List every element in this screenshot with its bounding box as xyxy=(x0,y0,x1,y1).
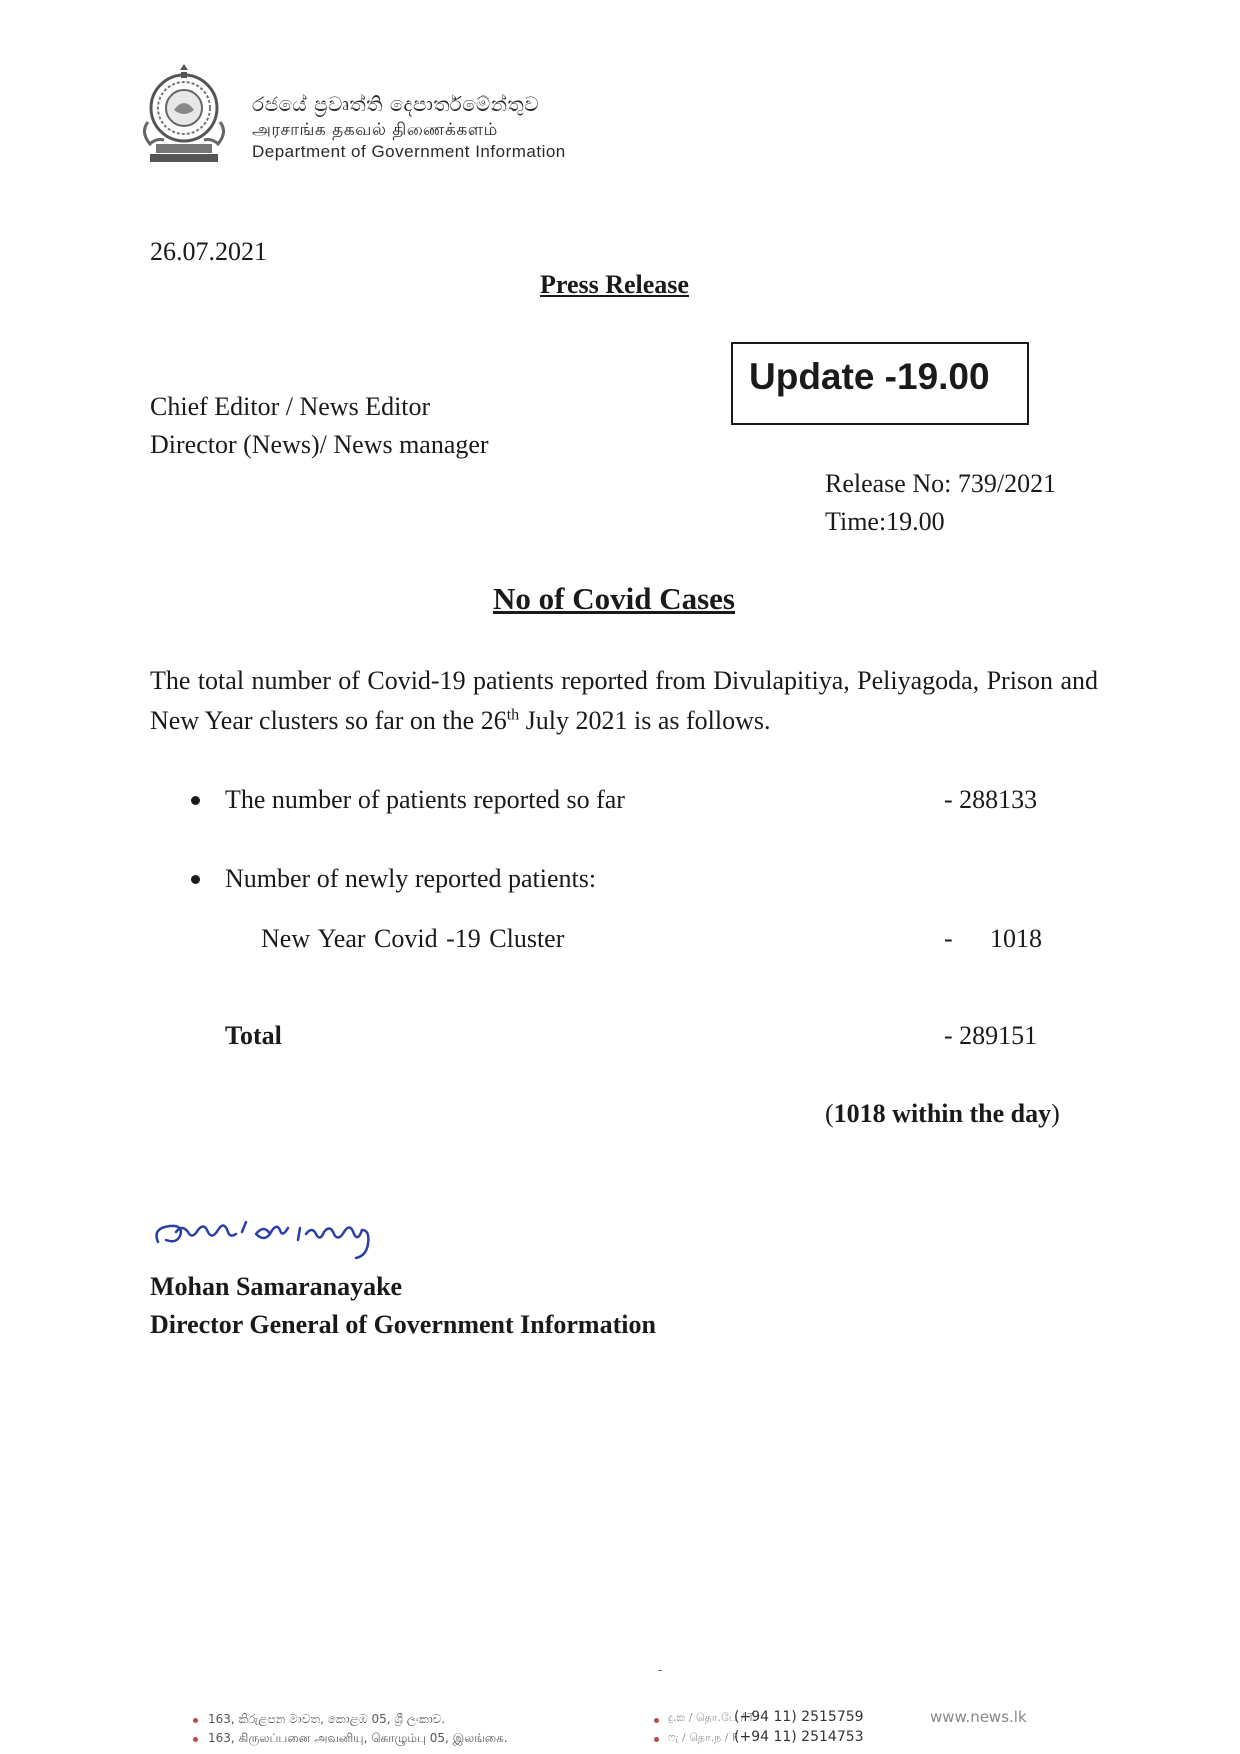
addressee-line: Chief Editor / News Editor xyxy=(150,392,431,421)
within-day-text: 1018 within the day xyxy=(833,1099,1052,1128)
paren-open: ( xyxy=(825,1099,834,1128)
bullet-icon xyxy=(191,796,200,805)
cluster-dash: - xyxy=(944,924,953,953)
footer-fax-label: ෆැ / தொ.ந / F xyxy=(668,1731,739,1744)
footer-marker: - xyxy=(658,1663,663,1677)
paren-close: ) xyxy=(1051,1099,1060,1128)
ordinal-suffix: th xyxy=(506,706,520,724)
addressee-line: Director (News)/ News manager xyxy=(150,430,489,459)
bullet-icon xyxy=(191,875,200,884)
footer-telephone: (+94 11) 2515759 xyxy=(734,1709,864,1725)
section-title: No of Covid Cases xyxy=(493,581,735,616)
cluster-label: New Year Covid -19 Cluster xyxy=(261,924,565,953)
department-name-sinhala: රජයේ ප්‍රවෘත්ති දෙපාර්තමේන්තුව xyxy=(252,92,540,116)
footer-bullet-icon xyxy=(193,1737,198,1742)
total-value: - 289151 xyxy=(944,1021,1038,1050)
newly-reported-label: Number of newly reported patients: xyxy=(225,864,597,893)
department-name-tamil: அரசாங்க தகவல் திணைக்களம் xyxy=(252,120,498,140)
reported-so-far-value: - 288133 xyxy=(944,785,1038,814)
footer-bullet-icon xyxy=(654,1718,659,1723)
footer-fax: (+94 11) 2514753 xyxy=(734,1729,864,1745)
footer-tel-label: දු.ක / தொ.பே / T xyxy=(668,1711,755,1724)
release-date: 26.07.2021 xyxy=(150,237,267,266)
intro-paragraph xyxy=(150,661,1098,741)
government-emblem-icon xyxy=(134,62,234,164)
footer-address-tamil: 163, கிருலப்பனை அவனியு, கொழும்பு 05, இலங்கை. xyxy=(208,1731,508,1745)
paragraph-text: The total number of Covid-19 patients reported from Divulapitiya, Peliyagoda, Prison and New Year clusters so far on the 26 xyxy=(150,666,1098,735)
footer-address-sinhala: 163, කිරුළපන මාවත, කොළඹ 05, ශ්‍රී ලංකාව. xyxy=(208,1712,446,1726)
reported-so-far-label: The number of patients reported so far xyxy=(225,785,625,814)
update-badge xyxy=(731,342,1029,425)
handwritten-signature xyxy=(150,1200,430,1270)
footer-bullet-icon xyxy=(654,1737,659,1742)
release-number: Release No: 739/2021 xyxy=(825,469,1057,498)
signer-title: Director General of Government Information xyxy=(150,1310,656,1339)
update-label: Update -19.00 xyxy=(749,356,990,397)
footer-bullet-icon xyxy=(193,1718,198,1723)
total-label: Total xyxy=(225,1021,282,1050)
footer-website: www.news.lk xyxy=(930,1708,1027,1726)
within-day-note xyxy=(825,1095,1060,1133)
release-time: Time:19.00 xyxy=(825,507,945,536)
paragraph-text-end: July 2021 is as follows. xyxy=(519,706,771,735)
signer-name: Mohan Samaranayake xyxy=(150,1272,403,1301)
department-name-english: Department of Government Information xyxy=(252,142,566,161)
press-release-title: Press Release xyxy=(540,270,689,299)
cluster-value: 1018 xyxy=(990,924,1042,953)
